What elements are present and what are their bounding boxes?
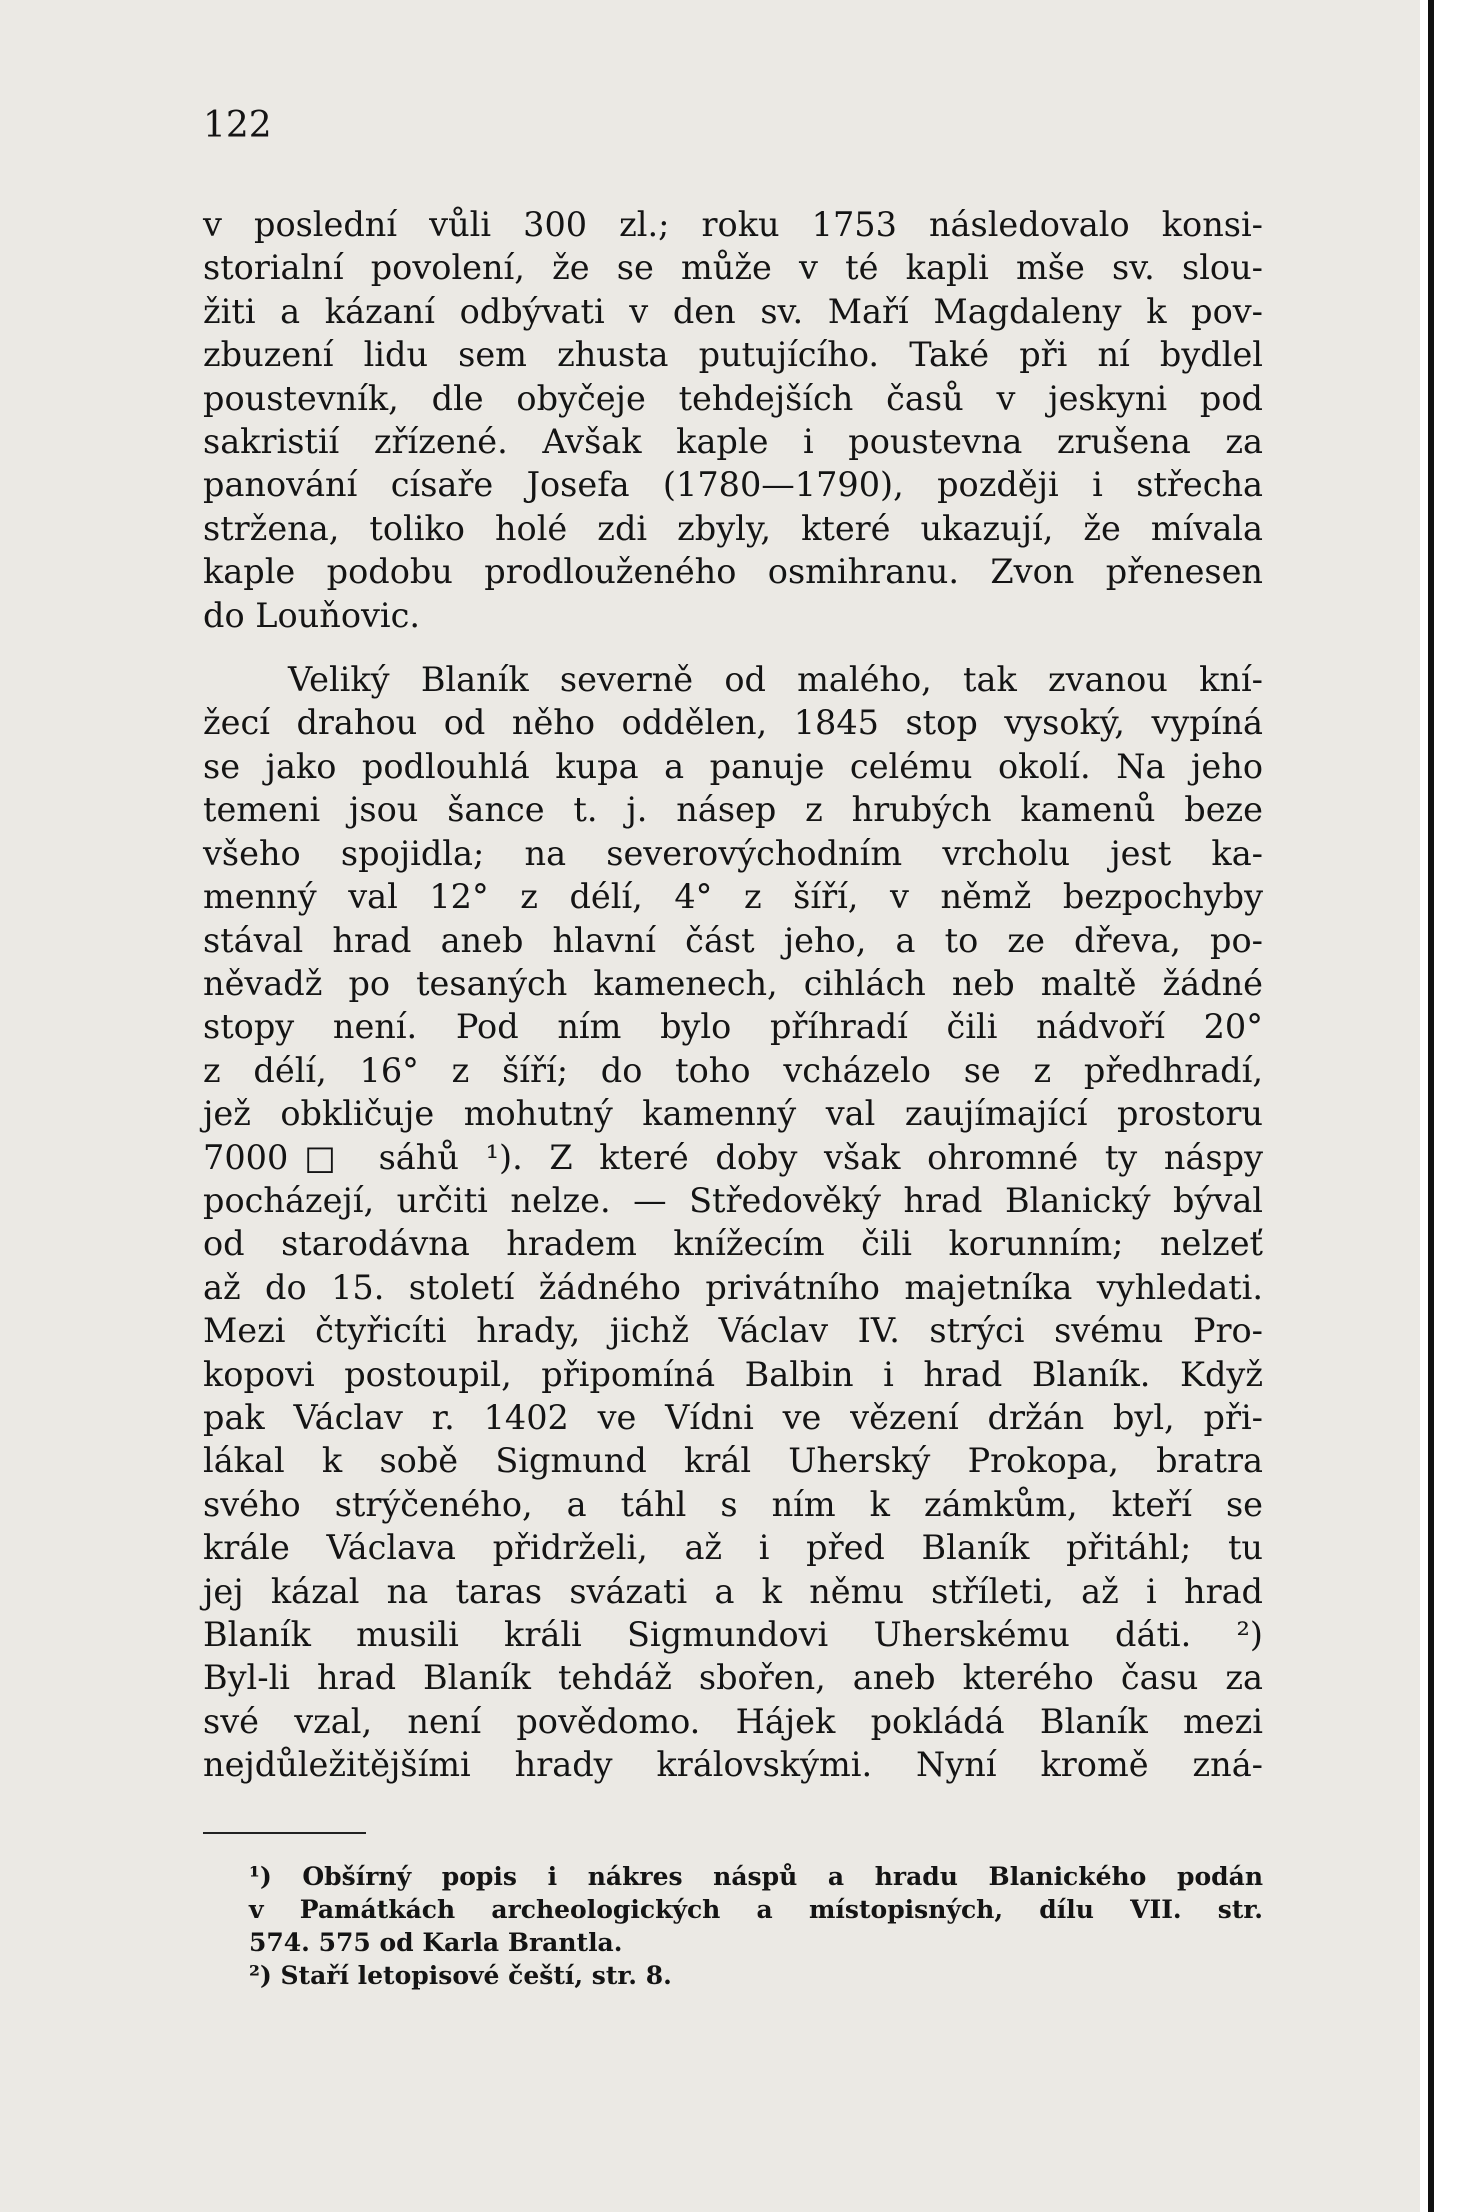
footnote-divider xyxy=(203,1832,366,1834)
text-line: až do 15. století žádného privátního majetníka vyhledati. xyxy=(203,1267,1263,1307)
text-line: svého strýčeného, a táhl s ním k zámkům, kteří se xyxy=(203,1484,1263,1524)
text-line: Mezi čtyřicíti hrady, jichž Václav IV. strýci svému Pro- xyxy=(203,1311,1263,1351)
text-line: pocházejí, určiti nelze. — Středověký hrad Blanický býval xyxy=(203,1180,1263,1220)
body-text xyxy=(203,203,1263,1787)
footnote xyxy=(203,1860,1263,1959)
text-line: Blaník musili králi Sigmundovi Uherskému dáti. ²) xyxy=(203,1615,1263,1654)
footnote xyxy=(203,1959,1263,1992)
text-line: od starodávna hradem knížecím čili korunním; nelzeť xyxy=(203,1224,1263,1264)
text-line: sakristií zřízené. Avšak kaple i poustevna zrušena za xyxy=(203,422,1263,462)
text-line: v poslední vůli 300 zl.; roku 1753 následovalo konsi- xyxy=(203,205,1263,244)
text-line: žecí drahou od něho oddělen, 1845 stop vysoký, vypíná xyxy=(203,703,1263,743)
text-line: něvadž po tesaných kamenech, cihlách neb maltě žádné xyxy=(203,963,1263,1003)
text-line: krále Václava přidrželi, až i před Blaník přitáhl; tu xyxy=(203,1528,1263,1568)
text-line: 7000□ sáhů ¹). Z které doby však ohromné ty náspy xyxy=(203,1137,1263,1177)
paragraph xyxy=(203,658,1263,1787)
text-line: nejdůležitějšími hrady královskými. Nyní kromě zná- xyxy=(203,1745,1263,1785)
footnote-line: ¹) Obšírný popis i nákres náspů a hradu Blanického podán xyxy=(249,1862,1263,1891)
text-line: se jako podlouhlá kupa a panuje celému okolí. Na jeho xyxy=(203,746,1263,786)
text-line: své vzal, není povědomo. Hájek pokládá Blaník mezi xyxy=(203,1701,1263,1741)
footnote-line: v Památkách archeologických a místopisných, dílu VII. str. xyxy=(249,1895,1263,1924)
text-line: pak Václav r. 1402 ve Vídni ve vězení držán byl, při- xyxy=(203,1397,1263,1437)
text-line: všeho spojidla; na severovýchodním vrcholu jest ka- xyxy=(203,833,1263,873)
footnotes xyxy=(203,1860,1263,1992)
text-line: stržena, toliko holé zdi zbyly, které ukazují, že mívala xyxy=(203,508,1263,548)
text-line: jež obkličuje mohutný kamenný val zaujímající prostoru xyxy=(203,1094,1263,1134)
text-line: menný val 12° z délí, 4° z šíří, v němž bezpochyby xyxy=(203,877,1263,917)
text-line: poustevník, dle obyčeje tehdejších časů v jeskyni pod xyxy=(203,378,1263,418)
text-line: stopy není. Pod ním bylo příhradí čili nádvoří 20° xyxy=(203,1007,1263,1047)
text-line: jej kázal na taras svázati a k němu stříleti, až i hrad xyxy=(203,1571,1263,1611)
text-line: temeni jsou šance t. j. násep z hrubých kamenů beze xyxy=(203,790,1263,830)
text-line: stával hrad aneb hlavní část jeho, a to ze dřeva, po- xyxy=(203,920,1263,960)
paragraph xyxy=(203,203,1263,637)
footnote-line: ²) Staří letopisové čeští, str. 8. xyxy=(249,1961,672,1990)
text-line: lákal k sobě Sigmund král Uherský Prokopa, bratra xyxy=(203,1441,1263,1481)
text-line: zbuzení lidu sem zhusta putujícího. Také při ní bydlel xyxy=(203,335,1263,375)
text-line: kaple podobu prodlouženého osmihranu. Zvon přenesen xyxy=(203,552,1263,592)
footnote-line: 574. 575 od Karla Brantla. xyxy=(249,1928,623,1957)
text-line: storialní povolení, že se může v té kapli mše sv. slou- xyxy=(203,248,1263,288)
text-line: do Louňovic. xyxy=(203,595,421,635)
text-line: Veliký Blaník severně od malého, tak zvanou kní- xyxy=(288,660,1263,700)
page-edge-shadow xyxy=(1428,0,1434,2212)
text-line: žiti a kázaní odbývati v den sv. Maří Magdaleny k pov- xyxy=(203,291,1263,331)
text-line: panování císaře Josefa (1780—1790), později i střecha xyxy=(203,465,1263,505)
text-line: z délí, 16° z šíří; do toho vcházelo se z předhradí, xyxy=(203,1050,1263,1090)
page-number: 122 xyxy=(203,105,272,146)
text-line: kopovi postoupil, připomíná Balbin i hrad Blaník. Když xyxy=(203,1354,1263,1394)
text-line: Byl-li hrad Blaník tehdáž sbořen, aneb kterého času za xyxy=(203,1658,1263,1698)
paragraph-gap xyxy=(203,637,1263,658)
